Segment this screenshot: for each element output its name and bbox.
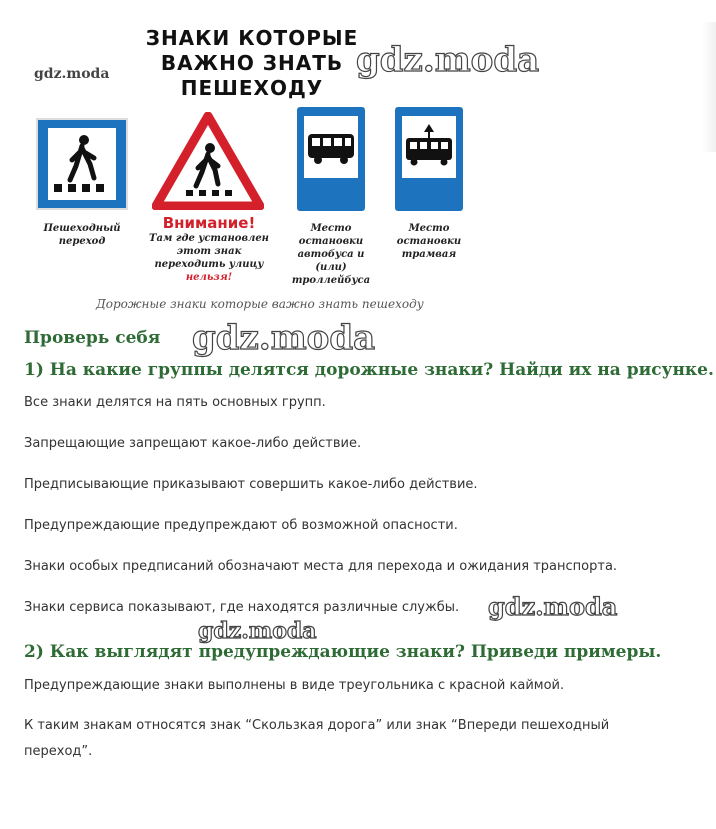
answer-paragraph: Предписывающие приказывают совершить какое-либо действие.	[24, 477, 478, 492]
label-line: Пешеходный	[43, 223, 121, 234]
answer-paragraph: Все знаки делятся на пять основных групп.	[24, 395, 326, 410]
poster-title-line-1: ЗНАКИ КОТОРЫЕ	[145, 26, 359, 50]
sign-3-label	[286, 222, 376, 287]
question-2-title: 2) Как выглядят предупреждающие знаки? Приведи примеры.	[24, 642, 662, 662]
label-line: переход	[58, 236, 106, 247]
answer-paragraph: переход”.	[24, 744, 93, 759]
section-title: Проверь себя	[24, 328, 161, 348]
label-line: автобуса и	[297, 249, 365, 260]
answer-paragraph: К таким знакам относятся знак “Скользкая дорога” или знак “Впереди пешеходный	[24, 718, 610, 733]
poster-title-line-3: ПЕШЕХОДУ	[180, 76, 324, 100]
page-edge-shadow	[702, 22, 716, 152]
label-line: (или)	[315, 262, 347, 273]
watermark: gdz.moda	[488, 592, 618, 621]
watermark: gdz.moda	[192, 318, 376, 358]
label-line: троллейбуса	[291, 275, 371, 286]
watermark: gdz.moda	[34, 66, 110, 82]
answer-paragraph: Предупреждающие предупреждают об возможной опасности.	[24, 518, 458, 533]
answer-paragraph: Запрещающие запрещают какое-либо действие.	[24, 436, 362, 451]
sign-2-label	[136, 232, 282, 284]
label-line: Место	[310, 223, 352, 234]
label-line: трамвая	[401, 249, 457, 260]
tram-stop-icon	[394, 106, 464, 212]
answer-paragraph: Знаки особых предписаний обозначают места для перехода и ожидания транспорта.	[24, 559, 618, 574]
label-line: Место	[408, 223, 450, 234]
figure-caption: Дорожные знаки которые важно знать пешеходу	[96, 297, 424, 311]
label-line-red: нельзя!	[185, 272, 233, 283]
label-line: остановки	[298, 236, 364, 247]
sign-4-label	[384, 222, 474, 261]
poster-title	[142, 26, 362, 101]
answer-paragraph: Предупреждающие знаки выполнены в виде треугольника с красной каймой.	[24, 678, 565, 693]
label-line: остановки	[396, 236, 462, 247]
warning-pedestrian-icon	[152, 112, 264, 210]
label-line: переходить улицу	[154, 259, 264, 270]
sign-1-label	[28, 222, 136, 248]
answer-paragraph: Знаки сервиса показывают, где находятся различные службы.	[24, 600, 460, 615]
watermark: gdz.moda	[356, 40, 540, 80]
label-line: Там где установлен	[149, 233, 269, 244]
label-line: этот знак	[176, 246, 242, 257]
pedestrian-crossing-icon	[36, 118, 128, 210]
poster-title-line-2: ВАЖНО ЗНАТЬ	[160, 51, 344, 75]
bus-stop-icon	[296, 106, 366, 212]
question-1-title: 1) На какие группы делятся дорожные знаки? Найди их на рисунке.	[24, 360, 714, 380]
sign-2-attention: Внимание!	[162, 214, 256, 232]
watermark: gdz.moda	[198, 618, 317, 644]
